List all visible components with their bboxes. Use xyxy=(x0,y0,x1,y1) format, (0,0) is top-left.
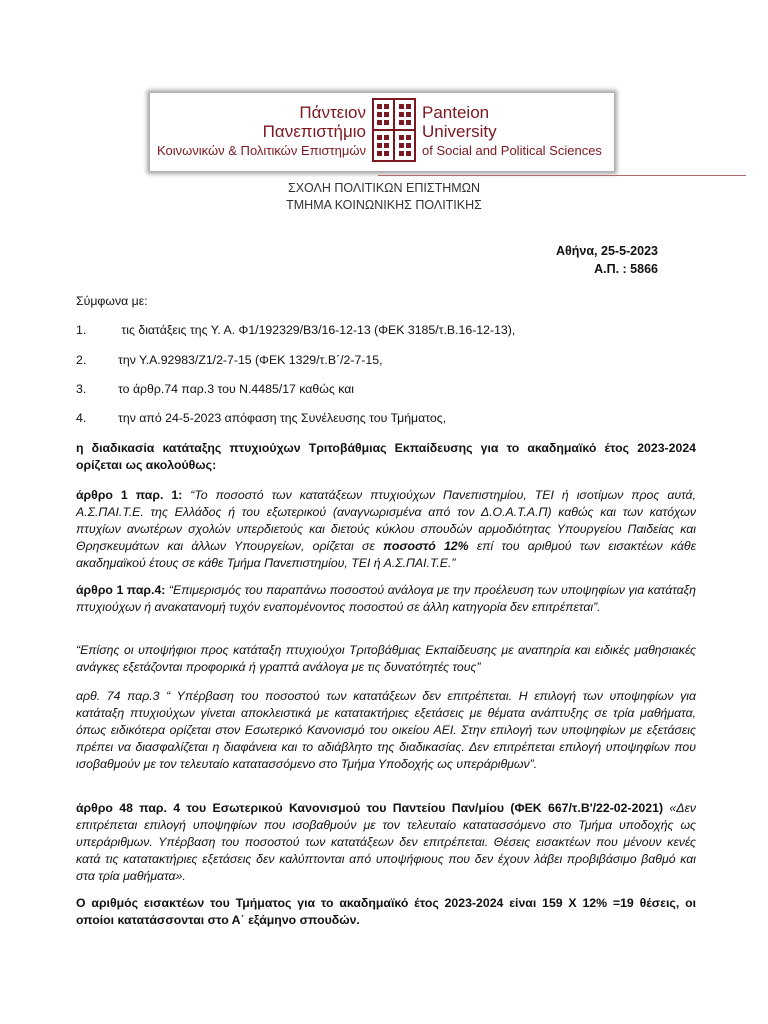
logo-english-line1: Panteion xyxy=(422,103,490,122)
positions-highlight: 19 θέσεις xyxy=(620,896,676,910)
article-1-4-paragraph: άρθρο 1 παρ.4: “Επιμερισμός του παραπάνω ποσοστού ανάλογα με την προέλευση των υποψηφίων για κατάταξη πτυχιούχων ή ανακατανομή τυχόν εναπομένοντος ποσοστού σε άλλη κατηγορία δεν επιτρέπεται”. xyxy=(76,583,696,614)
logo-english-line2: University xyxy=(422,122,497,141)
header-divider xyxy=(378,175,746,176)
article-label: άρθρο 1 παρ.4: xyxy=(76,583,166,597)
list-item-number: 4. xyxy=(76,411,87,425)
list-item-number: 3. xyxy=(76,382,87,396)
logo-greek-line2: Πανεπιστήμιο xyxy=(262,122,366,141)
article-1-1-paragraph: άρθρο 1 παρ. 1: “Το ποσοστό των κατατάξεων πτυχιούχων Πανεπιστημίου, ΤΕΙ ή ισοτίμων προς αυτά, Α.Σ.ΠΑΙ.Τ.Ε. της Ελλάδος ή του εξωτερικού (αναγνωρισμένα από τον Δ.Ο.Α.Τ.Α.Π) καθώς και των κατόχων πτυχίων ανωτέρων σχολών υπερδιετούς και διετούς κύκλου σπουδών αρμοδιότητας Υπουργείου Παιδείας και Θρησκευμάτων και άλλων Υπουργείων, ορίζεται σε ποσοστό 12% επί του αριθμού των εισακτέων κάθε ακαδημαϊκού έτους σε κάθε Τμήμα Πανεπιστημίου, ΤΕΙ ή Α.Σ.ΠΑΙ.Τ.Ε.” xyxy=(76,488,696,570)
list-item xyxy=(76,410,696,427)
article-label: άρθρο 1 παρ. 1: xyxy=(76,488,183,502)
university-crest-icon xyxy=(372,98,416,162)
logo-english-text xyxy=(422,103,602,160)
list-item-text: το άρθρ.74 παρ.3 του Ν.4485/17 καθώς και xyxy=(118,382,355,396)
intro-text: Σύμφωνα με: xyxy=(76,294,148,308)
list-item-number: 1. xyxy=(76,323,87,337)
final-paragraph: Ο αριθμός εισακτέων του Τμήματος για το ακαδημαϊκό έτος 2023-2024 είναι 159 Χ 12% =19 θέσεις, οι οποίοι κατατάσσονται στο Α΄ εξάμηνο σπουδών. xyxy=(76,896,697,927)
list-item-text: τις διατάξεις της Υ. Α. Φ1/192329/Β3/16-12-13 (ΦΕΚ 3185/τ.Β.16-12-13), xyxy=(118,323,516,337)
article-48-paragraph: άρθρο 48 παρ. 4 του Εσωτερικού Κανονισμού του Παντείου Παν/μίου (ΦΕΚ 667/τ.Β'/22-02-2021) «Δεν επιτρέπεται επιλογή υποψηφίων που ισοβαθμούν με τον τελευταίο κατατασσόμενο στο Τμήμα υποδοχής ως υπεράριθμων. Υπέρβαση του ποσοστού των κατατάξεων δεν επιτρέπεται. Θέσεις εισακτέων που μένουν κενές κατά τις κατατακτήριες εξετάσεις δεν καλύπτονται από υποψήφιους που δεν έχουν λάβει προβιβάσιμο βαθμό και στα τρία μαθήματα». xyxy=(76,801,697,883)
list-item xyxy=(76,322,696,339)
list-item xyxy=(76,352,696,369)
list-item-text: την Υ.Α.92983/Ζ1/2-7-15 (ΦΕΚ 1329/τ.Β΄/2-7-15, xyxy=(118,353,383,367)
disability-paragraph: “Επίσης οι υποψήφιοι προς κατάταξη πτυχιούχοι Τριτοβάθμιας Εκπαίδευσης με αναπηρία και ειδικές μαθησιακές ανάγκες εξετάζονται προφορικά ή γραπτά ανάλογα με τις δυνατότητές τους” xyxy=(76,643,696,674)
list-item-text: την από 24-5-2023 απόφαση της Συνέλευσης του Τμήματος, xyxy=(118,411,447,425)
procedure-paragraph: η διαδικασία κατάταξης πτυχιούχων Τριτοβάθμιας Εκπαίδευσης για το ακαδημαϊκό έτος 2023-2024 ορίζεται ως ακολούθως: xyxy=(76,441,696,472)
document-date: Αθήνα, 25-5-2023 xyxy=(556,244,658,258)
logo-english-line3: of Social and Political Sciences xyxy=(422,143,602,158)
article-74-paragraph: αρθ. 74 παρ.3 “ Υπέρβαση του ποσοστού των κατατάξεων δεν επιτρέπεται. Η επιλογή των υποψηφίων για κατάταξη πτυχιούχων γίνεται αποκλειστικά με κατατακτήριες εξετάσεις με θέματα ανάπτυξης σε τρία μαθήματα, όπως ειδικότερα ορίζεται στον Εσωτερικό Κανονισμό του οικείου ΑΕΙ. Στην επιλογή των υποψηφίων με εξετάσεις πρέπει να διασφαλίζεται η διαφάνεια και το αδιάβλητο της διαδικασίας. Δεν επιτρέπεται επιλογή υποψηφίων που ισοβαθμούν με τον τελευταίο κατατασσόμενο στο Τμήμα Υποδοχής ως υπεράριθμων”. xyxy=(76,689,696,771)
university-logo-banner xyxy=(150,93,614,171)
list-item-number: 2. xyxy=(76,353,87,367)
school-heading xyxy=(0,180,768,214)
percentage-highlight: ποσοστό 12% xyxy=(383,539,469,553)
logo-greek-line1: Πάντειον xyxy=(299,103,366,122)
school-name: ΣΧΟΛΗ ΠΟΛΙΤΙΚΩΝ ΕΠΙΣΤΗΜΩΝ xyxy=(287,181,481,195)
article-label: άρθρο 48 παρ. 4 του Εσωτερικού Κανονισμού του Παντείου Παν/μίου (ΦΕΚ 667/τ.Β'/22-02-2021) xyxy=(76,801,664,815)
logo-greek-text xyxy=(157,103,366,160)
protocol-number: Α.Π. : 5866 xyxy=(594,262,658,276)
logo-greek-line3: Κοινωνικών & Πολιτικών Επιστημών xyxy=(157,143,366,158)
department-name: ΤΜΗΜΑ ΚΟΙΝΩΝΙΚΗΣ ΠΟΛΙΤΙΚΗΣ xyxy=(286,198,482,212)
list-item xyxy=(76,381,696,398)
date-protocol-block xyxy=(556,242,658,278)
